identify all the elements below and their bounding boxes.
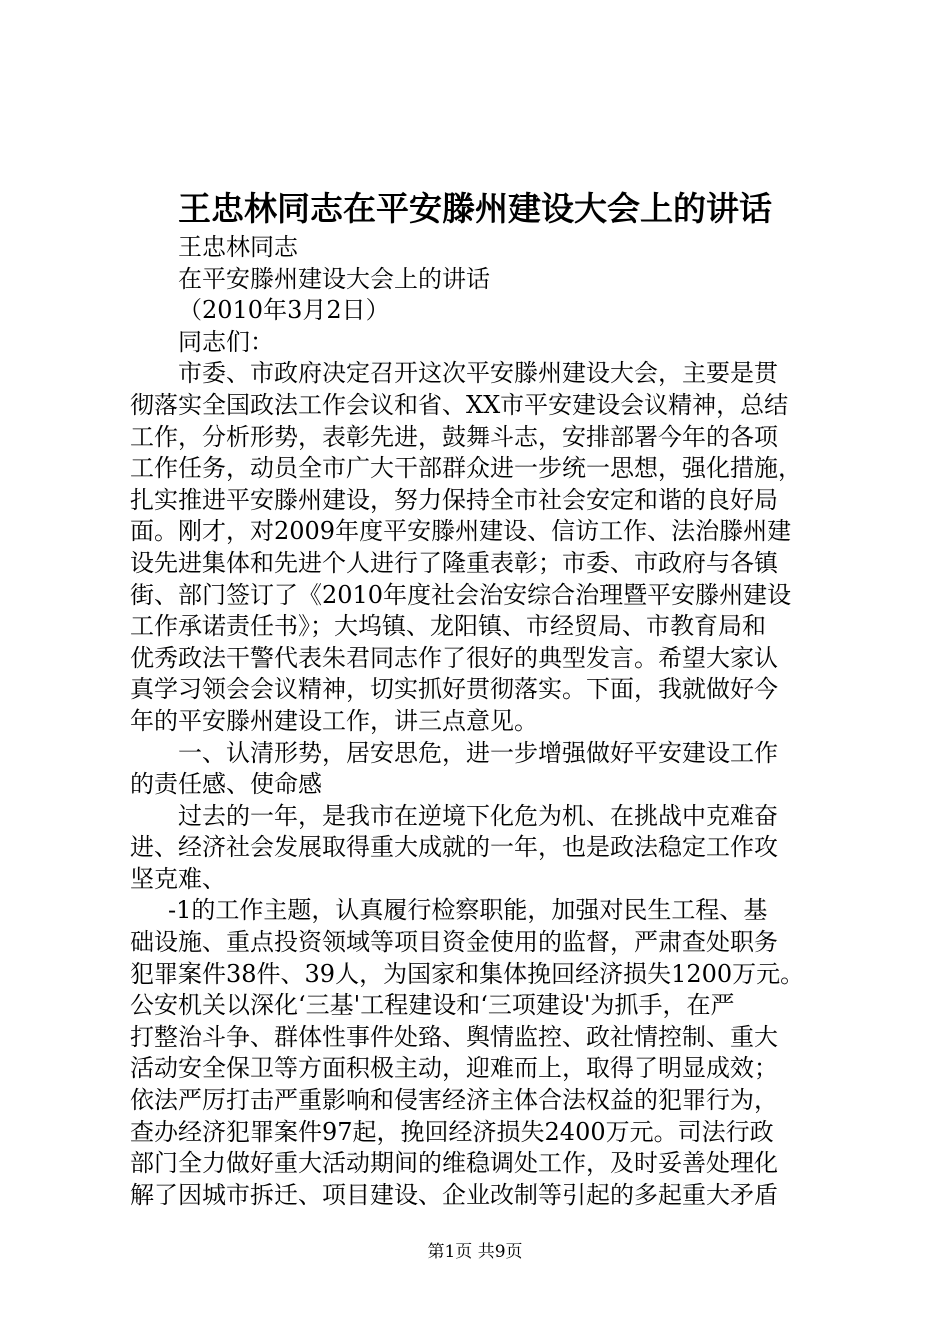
text-line: 在平安滕州建设大会上的讲话 xyxy=(178,264,490,293)
text-line: 公安机关以深化‘三基'工程建设和‘三项建设'为抓手，在严 xyxy=(130,991,735,1020)
text-line: 市委、市政府决定召开这次平安滕州建设大会，主要是贯 xyxy=(178,359,778,388)
text-line: 设先进集体和先进个人进行了隆重表彰；市委、市政府与各镇 xyxy=(130,548,778,577)
text-line: （2010年3月2日） xyxy=(178,296,390,325)
text-line: 年的平安滕州建设工作，讲三点意见。 xyxy=(130,706,538,735)
text-line: 工作承诺责任书》；大坞镇、龙阳镇、市经贸局、市教育局和 xyxy=(130,612,766,641)
text-line: 真学习领会会议精神，切实抓好贯彻落实。下面，我就做好今 xyxy=(130,675,778,704)
text-line: 工作任务，动员全市广大干部群众进一步统一思想，强化措施， xyxy=(130,454,802,483)
text-line: 工作，分析形势，表彰先进，鼓舞斗志，安排部署今年的各项 xyxy=(130,422,778,451)
text-line: 础设施、重点投资领域等项目资金使用的监督，严肃查处职务 xyxy=(130,928,778,957)
text-line: 进、经济社会发展取得重大成就的一年，也是政法稳定工作攻 xyxy=(130,833,778,862)
text-line: 解了因城市拆迁、项目建设、企业改制等引起的多起重大矛盾 xyxy=(130,1180,778,1209)
text-line: 部门全力做好重大活动期间的维稳调处工作，及时妥善处理化 xyxy=(130,1149,778,1178)
text-line: 查办经济犯罪案件97起，挽回经济损失2400万元。司法行政 xyxy=(130,1117,774,1146)
text-line: 王忠林同志 xyxy=(178,233,298,261)
text-line: 街、部门签订了《2010年度社会治安综合治理暨平安滕州建设 xyxy=(130,580,792,609)
text-line: 一、认清形势，居安思危，进一步增强做好平安建设工作 xyxy=(178,738,778,767)
text-line: 优秀政法干警代表朱君同志作了很好的典型发言。希望大家认 xyxy=(130,643,778,672)
text-line: 扎实推进平安滕州建设，努力保持全市社会安定和谐的良好局 xyxy=(130,485,778,514)
text-line: 坚克难、 xyxy=(130,864,226,893)
text-line: 活动安全保卫等方面积极主动，迎难而上，取得了明显成效； xyxy=(130,1054,778,1083)
text-line: 同志们： xyxy=(178,327,274,356)
text-line: 过去的一年，是我市在逆境下化危为机、在挑战中克难奋 xyxy=(178,801,778,830)
page-footer: 第1页 共9页 xyxy=(427,1242,523,1262)
text-line: 面。刚才，对2009年度平安滕州建设、信访工作、法治滕州建 xyxy=(130,517,792,546)
document-body xyxy=(130,232,830,1211)
text-line: 彻落实全国政法工作会议和省、XX市平安建设会议精神，总结 xyxy=(130,390,789,419)
text-line: -1的工作主题，认真履行检察职能，加强对民生工程、基 xyxy=(168,896,768,925)
text-line: 的责任感、使命感 xyxy=(130,770,322,799)
text-line: 打整治斗争、群体性事件处臵、舆情监控、政社情控制、重大 xyxy=(130,1022,778,1051)
document-title: 王忠林同志在平安滕州建设大会上的讲话 xyxy=(178,189,772,228)
text-line: 依法严厉打击严重影响和侵害经济主体合法权益的犯罪行为， xyxy=(130,1086,778,1115)
text-line: 犯罪案件38件、39人，为国家和集体挽回经济损失1200万元。 xyxy=(130,959,805,988)
